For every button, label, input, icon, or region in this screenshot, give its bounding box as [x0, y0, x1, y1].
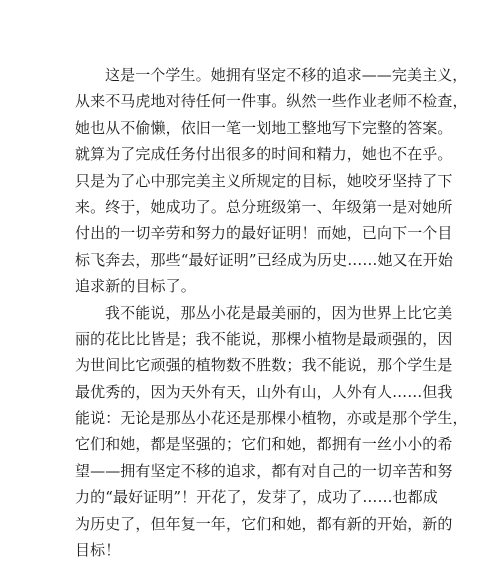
paragraph-line: 能说：无论是那丛小花还是那棵小植物，亦或是那个学生，: [75, 409, 468, 428]
paragraph-line: 付出的一切辛劳和努力的最好证明！而她，已向下一个目: [75, 224, 453, 243]
paragraph-line: 就算为了完成任务付出很多的时间和精力，她也不在乎。: [75, 145, 453, 164]
paragraph-line: 目标！: [75, 541, 121, 560]
paragraph-1: [75, 62, 468, 300]
paragraph-line: 从来不马虎地对待任何一件事。纵然一些作业老师不检查，: [75, 92, 468, 111]
paragraph-line: 标飞奔去，那些“最好证明”已经成为历史……她又在开始: [75, 250, 453, 269]
paragraph-line: 只是为了心中那完美主义所规定的目标，她咬牙坚持了下: [75, 171, 453, 190]
paragraph-line: 为世间比它顽强的植物数不胜数；我不能说，那个学生是: [75, 356, 453, 375]
paragraph-line: 追求新的目标了。: [75, 277, 196, 296]
essay-body: [75, 62, 468, 563]
paragraph-line: 这是一个学生。她拥有坚定不移的追求——完美主义，: [105, 66, 468, 84]
paragraph-line: 它们和她，都是坚强的；它们和她，都拥有一丝小小的希: [75, 435, 453, 454]
paragraph-line: 她也从不偷懒，依旧一笔一划地工整地写下完整的答案。: [75, 118, 453, 137]
paragraph-line: 来。终于，她成功了。总分班级第一、年级第一是对她所: [75, 197, 453, 216]
paragraph-line: 丽的花比比皆是；我不能说，那棵小植物是最顽强的，因: [75, 329, 453, 348]
paragraph-line: 我不能说，那丛小花是最美丽的，因为世界上比它美: [105, 303, 453, 322]
paragraph-2: [75, 300, 468, 564]
paragraph-line: 为历史了，但年复一年，它们和她，都有新的开始，新的: [75, 514, 453, 533]
paragraph-line: 望——拥有坚定不移的追求，都有对自己的一切辛苦和努: [75, 461, 453, 480]
paragraph-line: 力的“最好证明”！开花了，发芽了，成功了……也都成: [75, 488, 438, 507]
paragraph-line: 最优秀的，因为天外有天，山外有山，人外有人……但我: [75, 382, 453, 401]
